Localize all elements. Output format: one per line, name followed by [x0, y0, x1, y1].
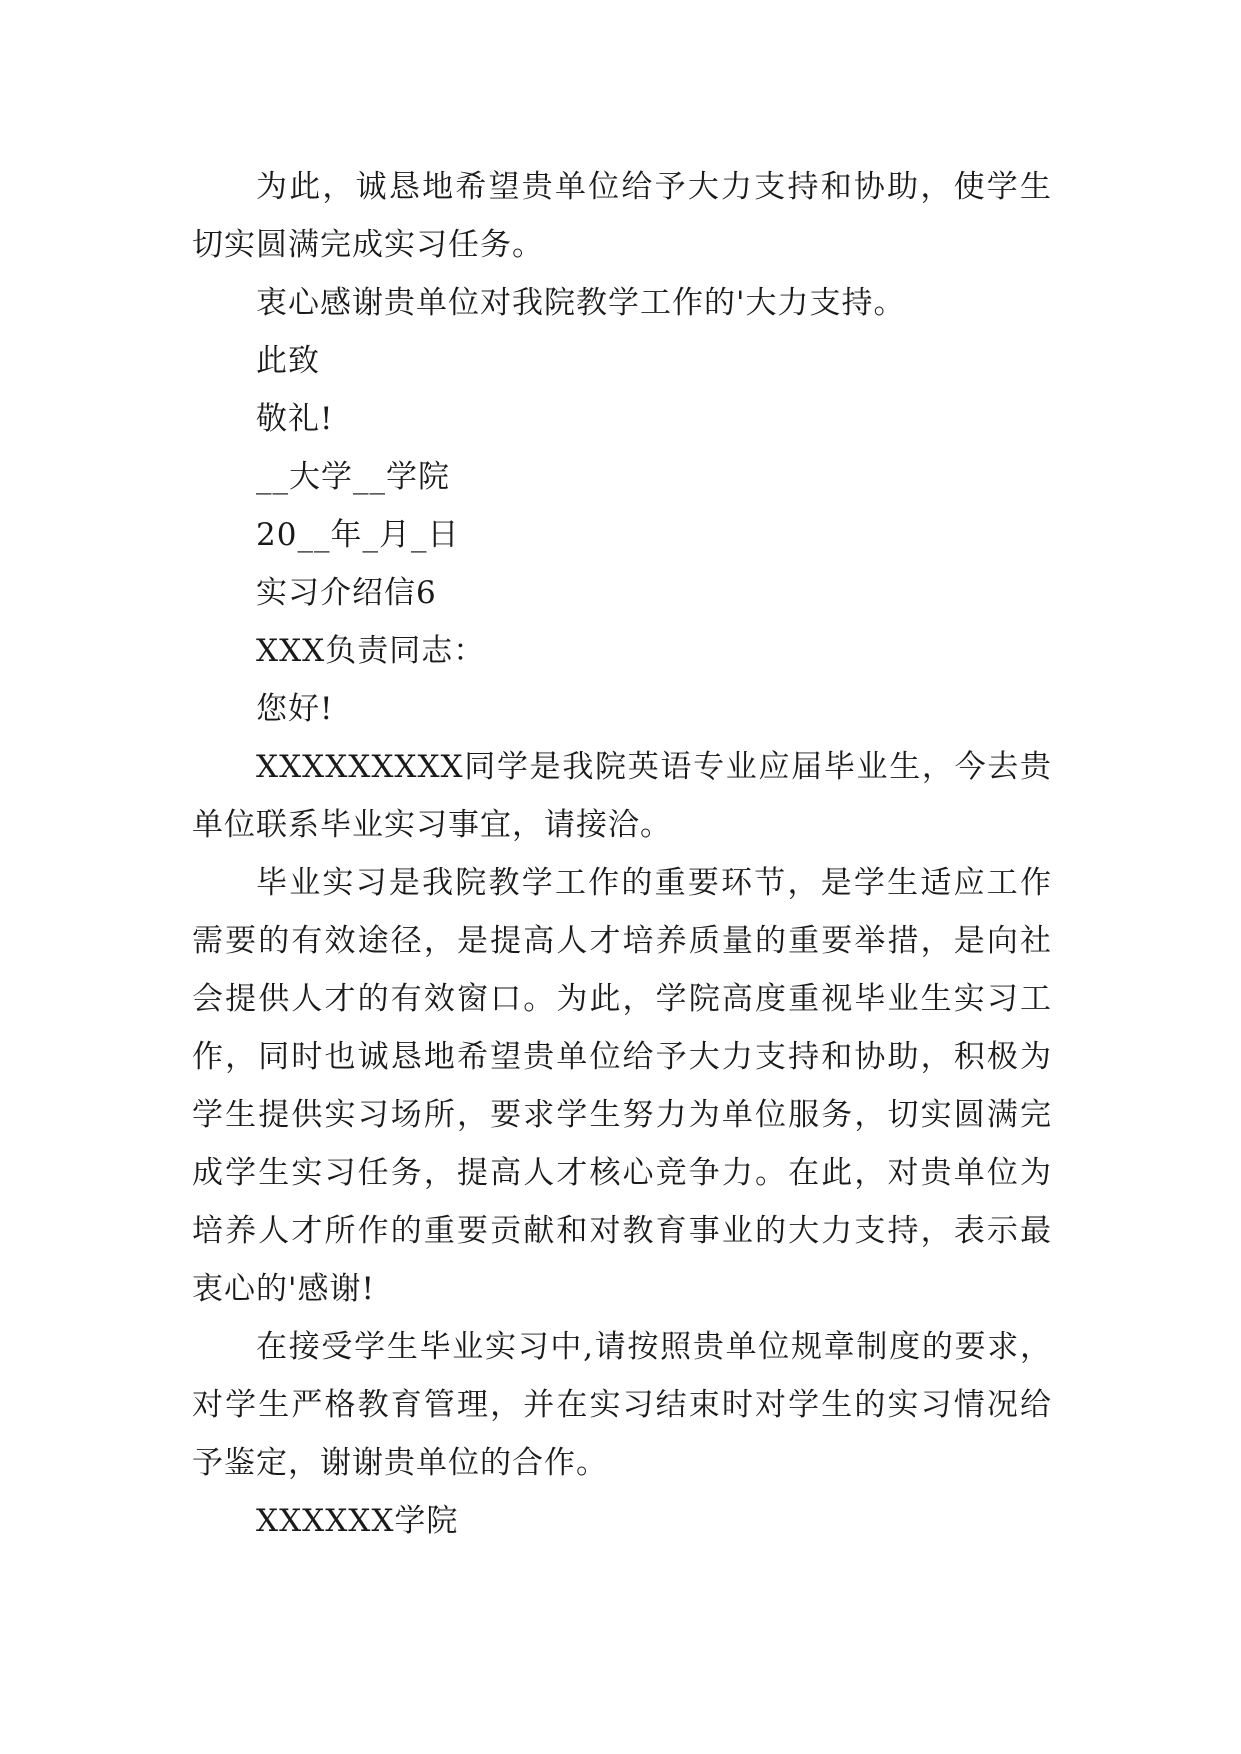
document-page: [192, 158, 1052, 1550]
signature-college: XXXXXX学院: [256, 1503, 459, 1539]
signature-date: 20__年_月_日: [256, 517, 460, 553]
closing-salutation: 此致: [256, 343, 320, 379]
section-title: 实习介绍信6: [256, 575, 437, 611]
letter-greeting: 您好!: [256, 691, 334, 727]
signature-institution: __大学__学院: [256, 459, 450, 495]
paragraph-management-request: 在接受学生毕业实习中,请按照贵单位规章制度的要求，对学生严格教育管理，并在实习结束时对学生的实习情况给予鉴定，谢谢贵单位的合作。: [192, 1329, 1052, 1481]
paragraph-internship-importance: 毕业实习是我院教学工作的重要环节，是学生适应工作需要的有效途径，是提高人才培养质量的重要举措，是向社会提供人才的有效窗口。为此，学院高度重视毕业生实习工作，同时也诚恳地希望贵单位给予大力支持和协助，积极为学生提供实习场所，要求学生努力为单位服务，切实圆满完成学生实习任务，提高人才核心竞争力。在此，对贵单位为培养人才所作的重要贡献和对教育事业的大力支持，表示最衷心的'感谢!: [192, 865, 1052, 1307]
closing-regards: 敬礼!: [256, 401, 334, 437]
letter-addressee: XXX负责同志：: [256, 633, 486, 669]
paragraph-thanks: 衷心感谢贵单位对我院教学工作的'大力支持。: [256, 285, 906, 321]
paragraph-support-request: 为此，诚恳地希望贵单位给予大力支持和协助，使学生切实圆满完成实习任务。: [192, 169, 1052, 263]
paragraph-student-intro: XXXXXXXXX同学是我院英语专业应届毕业生，今去贵单位联系毕业实习事宜，请接洽。: [192, 749, 1052, 843]
